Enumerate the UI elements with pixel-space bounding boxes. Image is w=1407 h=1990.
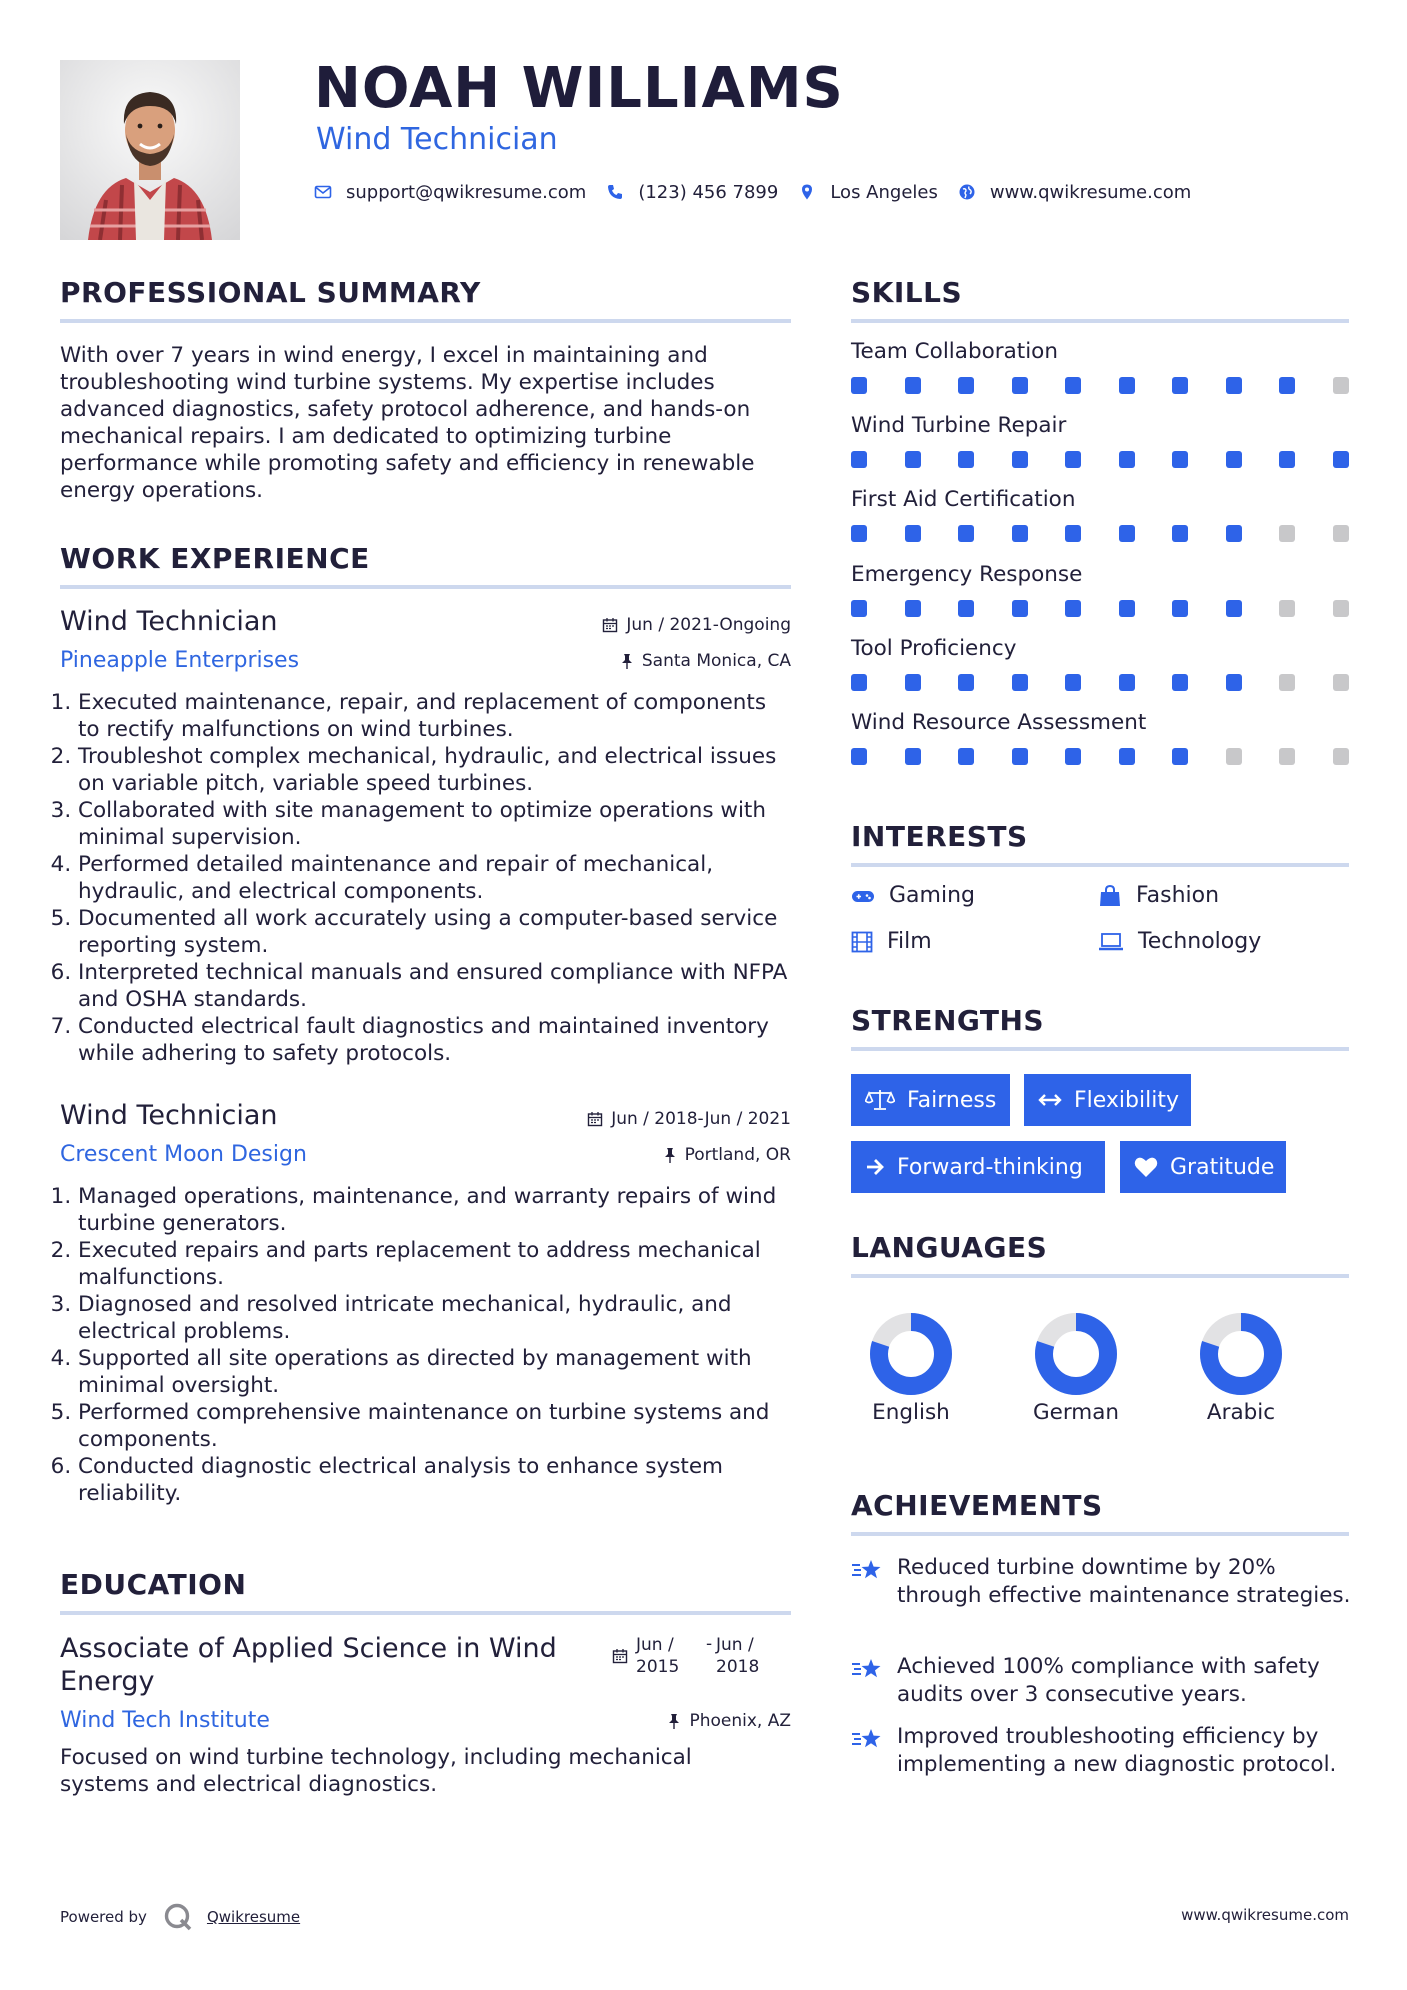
interest-item [851,929,932,954]
job-company: Crescent Moon Design [60,1142,307,1167]
skill-dot [1333,674,1349,691]
skill-dot [1065,451,1081,468]
job-bullet: 1. Managed operations, maintenance, and warranty repairs of wind turbine generators. [78,1183,809,1237]
language-ring [1198,1311,1284,1397]
skill-dot [1065,600,1081,617]
job-bullet-list [60,1183,809,1507]
skill-dot [1012,674,1028,691]
interest-label: Gaming [889,883,975,908]
skill-dot [958,600,974,617]
calendar-icon [602,617,618,633]
skill-dot [1012,525,1028,542]
language-ring [868,1311,954,1397]
skill-dot [1279,748,1295,765]
education-start: Jun / 2015 [636,1635,680,1677]
skill-dot [851,674,867,691]
school-name: Wind Tech Institute [60,1708,270,1733]
skill-dot [1119,674,1135,691]
strength-label: Forward-thinking [897,1154,1083,1180]
skill-dot [1226,525,1242,542]
job-location-text: Portland, OR [684,1145,791,1165]
skill-name: Wind Resource Assessment [851,710,1147,735]
skill-dot [905,377,921,394]
strength-badge [851,1074,1010,1126]
interests-heading: INTERESTS [851,820,1028,853]
language-ring [1033,1311,1119,1397]
skill-dot [1119,525,1135,542]
job-bullet: 3. Collaborated with site management to optimize operations with minimal supervision. [78,797,791,851]
shopping-bag-icon [1098,885,1122,907]
job-bullet-list [60,689,791,1067]
job-title: Wind Technician [60,606,278,637]
skill-rating [851,600,1349,617]
job-location [460,651,791,671]
arrows-horizontal-icon [1038,1093,1062,1107]
balance-scale-icon [865,1089,895,1111]
interest-label: Technology [1138,929,1262,954]
skill-dot [851,748,867,765]
skill-dot [958,525,974,542]
skill-dot [1333,600,1349,617]
contact-bar [314,178,1211,206]
degree-title: Associate of Applied Science in Wind Energy [60,1633,557,1697]
skill-dot [1279,600,1295,617]
skill-dot [1172,674,1188,691]
skill-dot [851,525,867,542]
strengths-heading: STRENGTHS [851,1004,1045,1037]
footer-powered-by [60,1902,300,1932]
skill-dot [1065,748,1081,765]
experience-divider [60,585,791,589]
skill-dot [1012,451,1028,468]
job-location-text: Santa Monica, CA [641,651,791,671]
achievement-text: Reduced turbine downtime by 20% through effective maintenance strategies. [897,1555,1351,1608]
powered-by-text: Powered by [60,1908,147,1926]
skill-dot [1065,377,1081,394]
skill-rating [851,674,1349,691]
skill-name: First Aid Certification [851,487,1076,513]
job-location [460,1145,791,1165]
interest-label: Fashion [1136,883,1220,908]
achievement-text: Achieved 100% compliance with safety audits over 3 consecutive years. [897,1654,1320,1707]
education-location [460,1711,791,1731]
shooting-star-icon [851,1656,883,1684]
job-bullet: 6. Interpreted technical manuals and ensured compliance with NFPA and OSHA standards. [78,959,791,1013]
interest-label: Film [887,929,932,954]
shooting-star-icon [851,1726,883,1754]
laptop-icon [1098,932,1124,952]
location-text: Los Angeles [830,181,938,203]
shooting-star-icon [851,1557,883,1585]
job-company: Pineapple Enterprises [60,648,300,673]
job-bullet: 3. Diagnosed and resolved intricate mechanical, hydraulic, and electrical problems. [78,1291,809,1345]
achievements-divider [851,1532,1349,1536]
skill-dot [1172,377,1188,394]
job-dates [460,615,791,635]
pushpin-icon [663,1147,677,1163]
skill-name: Team Collaboration [851,339,1058,364]
strength-badge [1024,1074,1191,1126]
skill-dot [1226,748,1242,765]
skill-dot [905,600,921,617]
skill-dot [1279,525,1295,542]
pushpin-icon [667,1713,681,1729]
skill-rating [851,451,1349,468]
skill-name: Emergency Response [851,561,1083,587]
skill-dot [1119,377,1135,394]
achievement-item [851,1554,1357,1610]
map-pin-icon [798,183,816,201]
job-title: Wind Technician [60,1100,278,1131]
footer-url[interactable]: www.qwikresume.com [1181,1906,1349,1924]
job-bullet: 2. Troubleshot complex mechanical, hydraulic, and electrical issues on variable pitch, variable speed turbines. [78,743,791,797]
job-bullet: 2. Executed repairs and parts replacement to address mechanical malfunctions. [78,1237,809,1291]
brand-link[interactable]: Qwikresume [206,1908,301,1926]
skill-dot [851,451,867,468]
skill-dot [905,451,921,468]
achievement-item [851,1653,1357,1709]
heart-icon [1134,1156,1158,1178]
calendar-icon [587,1111,603,1127]
skill-dot [1226,674,1242,691]
job-bullet: 4. Supported all site operations as directed by management with minimal oversight. [78,1345,809,1399]
languages-divider [851,1274,1349,1278]
skill-dot [958,377,974,394]
experience-heading: WORK EXPERIENCE [60,542,370,575]
education-divider [60,1611,791,1615]
email-link[interactable]: support@qwikresume.com [346,181,587,203]
candidate-title: Wind Technician [316,122,558,157]
skill-dot [851,377,867,394]
skill-dot [958,748,974,765]
calendar-icon [612,1648,628,1664]
job-bullet: 7. Conducted electrical fault diagnostics and maintained inventory while adhering to safety protocols. [78,1013,791,1067]
skills-heading: SKILLS [851,276,963,309]
job-dates [460,1109,791,1129]
globe-icon [958,183,976,201]
skill-name: Wind Turbine Repair [851,413,1067,439]
education-heading: EDUCATION [60,1568,247,1601]
summary-heading: PROFESSIONAL SUMMARY [60,276,481,309]
phone-text[interactable]: (123) 456 7899 [638,181,779,203]
qwikresume-logo-icon [163,1902,193,1932]
candidate-name: NOAH WILLIAMS [314,56,844,121]
skill-dot [905,748,921,765]
job-dates-text: Jun / 2018-Jun / 2021 [611,1109,791,1129]
language-name: Arabic [1206,1400,1276,1425]
education-description: Focused on wind turbine technology, including mechanical systems and electrical diagnostics. [60,1745,692,1797]
film-icon [851,931,873,953]
website-link[interactable]: www.qwikresume.com [989,181,1192,203]
job-bullet: 1. Executed maintenance, repair, and replacement of components to rectify malfunctions on wind turbines. [78,689,791,743]
skill-dot [958,674,974,691]
skill-rating [851,377,1349,394]
skill-rating [851,525,1349,542]
education-location-text: Phoenix, AZ [689,1711,791,1731]
skill-dot [1333,525,1349,542]
summary-divider [60,319,791,323]
envelope-icon [314,183,332,201]
skill-dot [1119,748,1135,765]
skill-dot [1226,377,1242,394]
skill-dot [958,451,974,468]
skill-dot [1172,600,1188,617]
skill-dot [1065,525,1081,542]
skill-dot [1333,748,1349,765]
skill-dot [1279,377,1295,394]
skill-dot [1226,451,1242,468]
skill-dot [851,600,867,617]
language-name: English [872,1400,950,1425]
pushpin-icon [620,653,634,669]
gamepad-icon [851,887,875,905]
skill-dot [1172,451,1188,468]
skills-divider [851,319,1349,323]
skill-dot [1226,600,1242,617]
skill-dot [905,674,921,691]
skill-dot [1172,748,1188,765]
education-end: Jun / 2018 [716,1635,760,1677]
interest-item [1098,929,1261,954]
job-bullet: 6. Conducted diagnostic electrical analysis to enhance system reliability. [78,1453,809,1507]
phone-icon [606,183,624,201]
interest-item [1098,883,1219,908]
skill-dot [1279,674,1295,691]
skill-dot [1065,674,1081,691]
profile-photo [60,60,240,240]
languages-heading: LANGUAGES [851,1231,1048,1264]
skill-dot [1119,600,1135,617]
skill-rating [851,748,1349,765]
summary-text: With over 7 years in wind energy, I excel in maintaining and troubleshooting wind turbine systems. My expertise includes advanced diagnostics, safety protocol adherence, and hands-on mechanical repairs. I am dedicated to optimizing turbine performance while promoting safety and efficiency in renewable energy operations. [60,343,755,503]
arrow-right-icon [865,1158,885,1176]
skill-name: Tool Proficiency [851,635,1017,661]
language-name: German [1032,1400,1120,1425]
skill-dot [1333,377,1349,394]
skill-dot [1172,525,1188,542]
achievements-heading: ACHIEVEMENTS [851,1489,1103,1522]
achievement-item [851,1723,1357,1779]
strength-label: Gratitude [1170,1154,1275,1180]
strength-badge [851,1141,1105,1193]
skill-dot [905,525,921,542]
strengths-divider [851,1047,1349,1051]
skill-dot [1012,748,1028,765]
skill-dot [1012,600,1028,617]
date-separator: - [706,1634,713,1654]
achievement-text: Improved troubleshooting efficiency by implementing a new diagnostic protocol. [897,1724,1337,1777]
skill-dot [1119,451,1135,468]
strength-label: Fairness [907,1087,997,1113]
interest-item [851,883,975,908]
strength-badge [1120,1141,1286,1193]
skill-dot [1279,451,1295,468]
skill-dot [1333,451,1349,468]
strength-label: Flexibility [1074,1087,1179,1113]
job-dates-text: Jun / 2021-Ongoing [626,615,791,635]
job-bullet: 5. Performed comprehensive maintenance on turbine systems and components. [78,1399,809,1453]
job-bullet: 4. Performed detailed maintenance and repair of mechanical, hydraulic, and electrical components. [78,851,791,905]
skill-dot [1012,377,1028,394]
job-bullet: 5. Documented all work accurately using a computer-based service reporting system. [78,905,791,959]
interests-divider [851,863,1349,867]
